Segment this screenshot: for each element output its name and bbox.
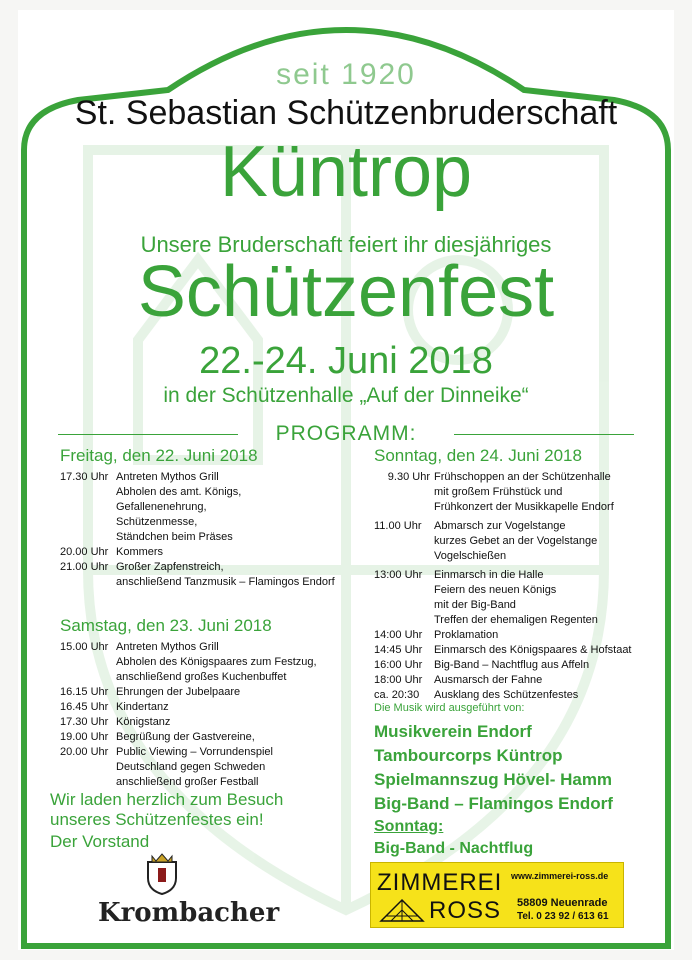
list-item: mit der Big-Band [434, 599, 516, 611]
sunday-music-label: Sonntag: [374, 818, 444, 835]
list-item: anschließend großes Kuchenbuffet [116, 671, 287, 683]
ad-phone: Tel. 0 23 92 / 613 61 [517, 911, 609, 922]
krombacher-logo: Krombacher [98, 898, 280, 928]
list-item: 16.45 Uhr Kindertanz [60, 701, 169, 713]
list-item: 19.00 Uhr Begrüßung der Gastvereine, [60, 731, 255, 743]
invitation-line-2: unseres Schützenfestes ein! [50, 810, 264, 829]
zimmerei-ross-ad [370, 862, 624, 928]
list-item: Abholen des amt. Königs, [116, 486, 242, 498]
list-item: Feiern des neuen Königs [434, 584, 557, 596]
sunday-band: Big-Band - Nachtflug [374, 840, 534, 857]
list-item: mit großem Frühstück und [434, 486, 563, 498]
friday-heading: Freitag, den 22. Juni 2018 [60, 446, 258, 465]
list-item: 17.30 Uhr Antreten Mythos Grill [60, 471, 219, 483]
band-name: Musikverein Endorf [374, 722, 532, 741]
ad-name-2: ROSS [429, 897, 502, 924]
list-item: Ständchen beim Präses [116, 531, 233, 543]
subtitle: Unsere Bruderschaft feiert ihr diesjähriges [140, 232, 552, 257]
sunday-schedule [374, 470, 632, 703]
list-item: Treffen der ehemaligen Regenten [434, 614, 598, 626]
ad-url: www.zimmerei-ross.de [511, 871, 609, 881]
event-date: 22.-24. Juni 2018 [199, 340, 493, 382]
krombacher-crest-icon [142, 852, 182, 896]
list-item: 11.00 Uhr Abmarsch zur Vogelstange [374, 520, 566, 532]
ad-address: 58809 Neuenrade [517, 897, 608, 909]
sunday-heading: Sonntag, den 24. Juni 2018 [374, 446, 582, 465]
saturday-heading: Samstag, den 23. Juni 2018 [60, 616, 272, 635]
list-item: 20.00 Uhr Kommers [60, 546, 164, 558]
organization-title: St. Sebastian Schützenbruderschaft [74, 94, 618, 132]
list-item: 15.00 Uhr Antreten Mythos Grill [60, 641, 219, 653]
list-item: 18:00 Uhr Ausmarsch der Fahne [374, 674, 543, 686]
invitation-line-1: Wir laden herzlich zum Besuch [50, 790, 284, 809]
list-item: 16.15 Uhr Ehrungen der Jubelpaare [60, 686, 241, 698]
band-name: Spielmannszug Hövel- Hamm [374, 770, 613, 789]
since-text: seit 1920 [276, 58, 416, 91]
roof-frame-icon [379, 897, 425, 923]
list-item: 17.30 Uhr Königstanz [60, 716, 171, 728]
list-item: 14:00 Uhr Proklamation [374, 629, 499, 641]
poster [18, 10, 674, 950]
list-item: 14:45 Uhr Einmarsch des Königspaares & Hofstaat [374, 644, 632, 656]
list-item: anschließend Tanzmusik – Flamingos Endorf [116, 576, 335, 588]
program-label: PROGRAMM: [275, 422, 417, 445]
list-item: 9.30 Uhr Frühschoppen an der Schützenhalle [387, 471, 611, 483]
list-item: ca. 20:30 Ausklang des Schützenfestes [374, 689, 579, 701]
list-item: Abholen des Königspaares zum Festzug, [116, 656, 317, 668]
event-title: Schützenfest [137, 252, 555, 332]
list-item: 21.00 Uhr Großer Zapfenstreich, [60, 561, 224, 573]
list-item: 20.00 Uhr Public Viewing – Vorrundenspiel [60, 746, 273, 758]
music-note: Die Musik wird ausgeführt von: [374, 702, 525, 714]
list-item: 16:00 Uhr Big-Band – Nachtflug aus Affeln [374, 659, 590, 671]
list-item: 13:00 Uhr Einmarsch in die Halle [374, 569, 544, 581]
program-divider-right [454, 434, 634, 435]
list-item: Vogelschießen [434, 550, 507, 562]
invitation-signature: Der Vorstand [50, 832, 150, 851]
friday-schedule [60, 470, 335, 590]
list-item: kurzes Gebet an der Vogelstange [434, 535, 598, 547]
band-name: Tambourcorps Küntrop [374, 746, 563, 765]
saturday-schedule [60, 640, 317, 790]
ad-name-1: ZIMMEREI [377, 869, 503, 896]
list-item: anschließend großer Festball [116, 776, 259, 788]
list-item: Schützenmesse, [116, 516, 198, 528]
list-item: Gefallenenehrung, [116, 501, 207, 513]
event-venue: in der Schützenhalle „Auf der Dinneike“ [163, 384, 529, 407]
list-item: Deutschland gegen Schweden [116, 761, 266, 773]
list-item: Frühkonzert der Musikkapelle Endorf [434, 501, 614, 513]
band-name: Big-Band – Flamingos Endorf [374, 794, 613, 813]
place-title: Küntrop [219, 132, 473, 212]
